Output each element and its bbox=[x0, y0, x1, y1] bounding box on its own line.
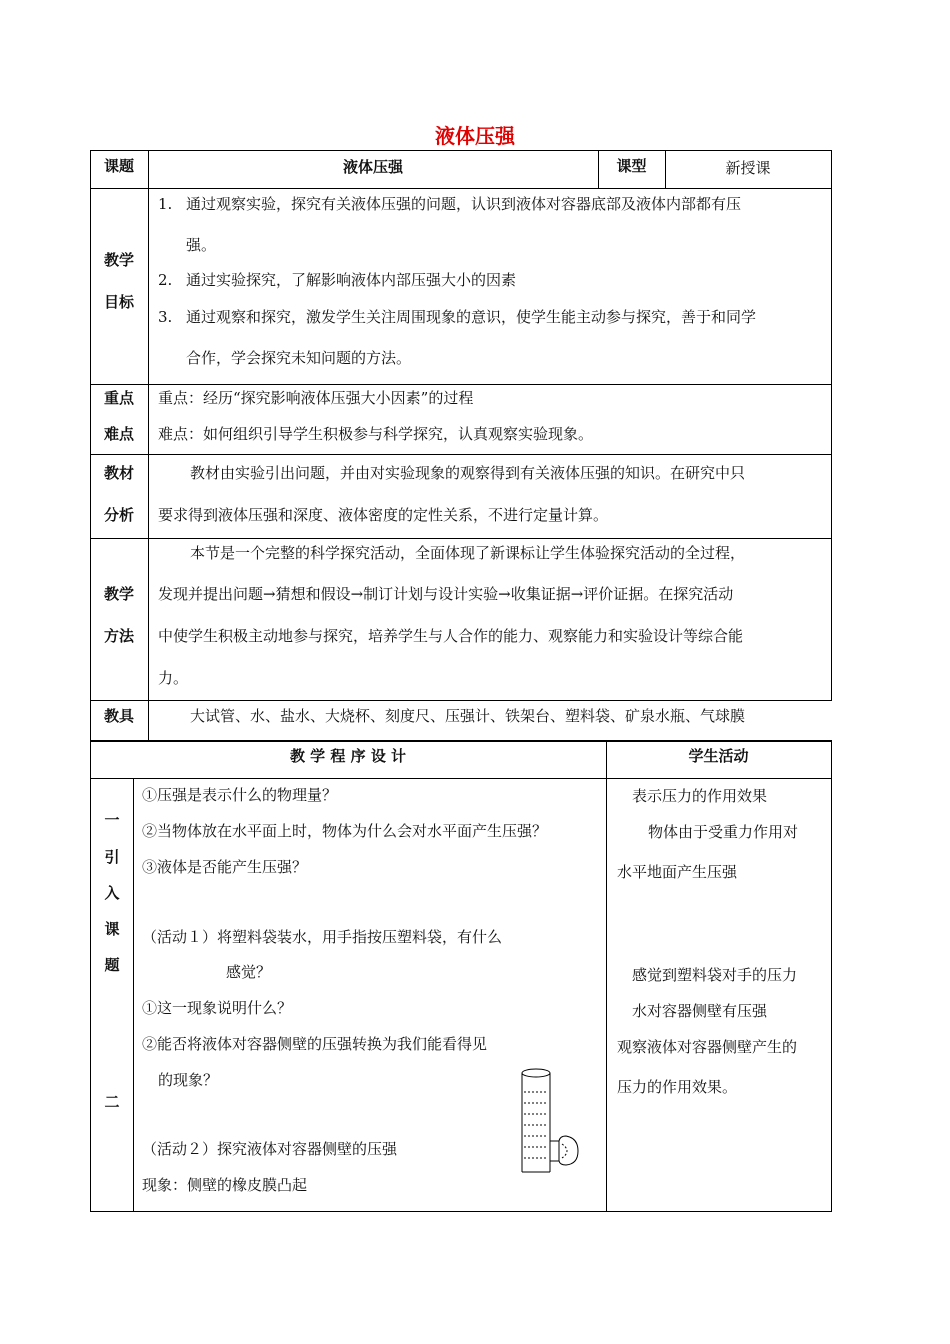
activity-line: （活动１）将塑料袋装水，用手指按压塑料袋，有什么 bbox=[142, 928, 503, 946]
keypoints-label-1: 重点 bbox=[103, 389, 134, 407]
activity-answer: 感觉到塑料袋对手的压力 bbox=[632, 966, 798, 984]
activity-answer: 压力的作用效果。 bbox=[617, 1078, 738, 1096]
question-line: ②能否将液体对容器侧壁的压强转换为我们能看得见 bbox=[142, 1035, 488, 1053]
section-char: 课 bbox=[104, 920, 120, 938]
goal-text-cont: 强。 bbox=[186, 236, 217, 254]
goal-number: 1. bbox=[158, 195, 173, 213]
goals-label-1: 教学 bbox=[103, 251, 134, 269]
question-line: ②当物体放在水平面上时，物体为什么会对水平面产生压强？ bbox=[142, 822, 548, 840]
label-type: 课型 bbox=[616, 157, 647, 175]
section-char: 入 bbox=[104, 884, 120, 902]
method-text: 中使学生积极主动地参与探究，培养学生与人合作的能力、观察能力和实验设计等综合能 bbox=[158, 627, 744, 645]
section-char: 一 bbox=[104, 811, 120, 829]
topic-value: 液体压强 bbox=[342, 158, 403, 176]
keypoints-label-2: 难点 bbox=[103, 425, 134, 443]
label-topic: 课题 bbox=[103, 157, 134, 175]
method-label-1: 教学 bbox=[103, 585, 134, 603]
student-activity-header: 学生活动 bbox=[688, 747, 749, 765]
activity-answer: 物体由于受重力作用对 bbox=[648, 823, 799, 841]
section-2-label: 二 bbox=[104, 1093, 120, 1111]
activity-answer: 水对容器侧壁有压强 bbox=[632, 1002, 768, 1020]
activity-answer: 观察液体对容器侧壁产生的 bbox=[617, 1038, 798, 1056]
goal-text-cont: 合作，学会探究未知问题的方法。 bbox=[186, 349, 412, 367]
section-char: 引 bbox=[104, 848, 120, 866]
difficulty-text: 难点：如何组织引导学生积极参与科学探究，认真观察实验现象。 bbox=[158, 425, 594, 443]
goal-number: 2. bbox=[158, 271, 173, 289]
method-text: 本节是一个完整的科学探究活动，全面体现了新课标让学生体验探究活动的全过程， bbox=[190, 544, 746, 562]
container-side-pressure-diagram bbox=[514, 1066, 586, 1178]
phenomenon-line: 现象：侧壁的橡皮膜凸起 bbox=[142, 1176, 308, 1194]
activity-answer: 水平地面产生压强 bbox=[617, 863, 738, 881]
question-line: 的现象？ bbox=[158, 1071, 219, 1089]
activity-line: （活动２）探究液体对容器侧壁的压强 bbox=[142, 1140, 398, 1158]
method-label-2: 方法 bbox=[103, 627, 134, 645]
tools-text: 大试管、水、盐水、大烧杯、刻度尺、压强计、铁架台、塑料袋、矿泉水瓶、气球膜 bbox=[190, 707, 746, 725]
activity-answer: 表示压力的作用效果 bbox=[632, 787, 768, 805]
analysis-label-2: 分析 bbox=[103, 506, 134, 524]
goal-number: 3. bbox=[158, 308, 173, 326]
program-header: 教 学 程 序 设 计 bbox=[289, 747, 407, 765]
question-line: ③液体是否能产生压强？ bbox=[142, 858, 308, 876]
activity-line: 感觉？ bbox=[226, 963, 272, 981]
analysis-text-cont: 要求得到液体压强和深度、液体密度的定性关系，不进行定量计算。 bbox=[158, 506, 609, 524]
page-title: 液体压强 bbox=[435, 124, 515, 148]
question-line: ①压强是表示什么的物理量？ bbox=[142, 786, 338, 804]
goals-label-2: 目标 bbox=[103, 293, 134, 311]
tools-label: 教具 bbox=[103, 707, 134, 725]
analysis-text: 教材由实验引出问题，并由对实验现象的观察得到有关液体压强的知识。在研究中只 bbox=[190, 464, 746, 482]
method-text: 发现并提出问题→猜想和假设→制订计划与设计实验→收集证据→评价证据。在探究活动 bbox=[158, 585, 734, 603]
goal-text: 通过观察实验，探究有关液体压强的问题，认识到液体对容器底部及液体内部都有压 bbox=[186, 195, 742, 213]
goal-text: 通过实验探究，了解影响液体内部压强大小的因素 bbox=[186, 271, 517, 289]
section-char: 题 bbox=[104, 956, 120, 974]
type-value: 新授课 bbox=[725, 159, 771, 177]
key-point-text: 重点：经历“探究影响液体压强大小因素”的过程 bbox=[158, 389, 474, 407]
question-line: ①这一现象说明什么？ bbox=[142, 999, 293, 1017]
goal-text: 通过观察和探究，激发学生关注周围现象的意识，使学生能主动参与探究，善于和同学 bbox=[186, 308, 757, 326]
method-text: 力。 bbox=[158, 669, 189, 687]
analysis-label-1: 教材 bbox=[103, 464, 134, 482]
